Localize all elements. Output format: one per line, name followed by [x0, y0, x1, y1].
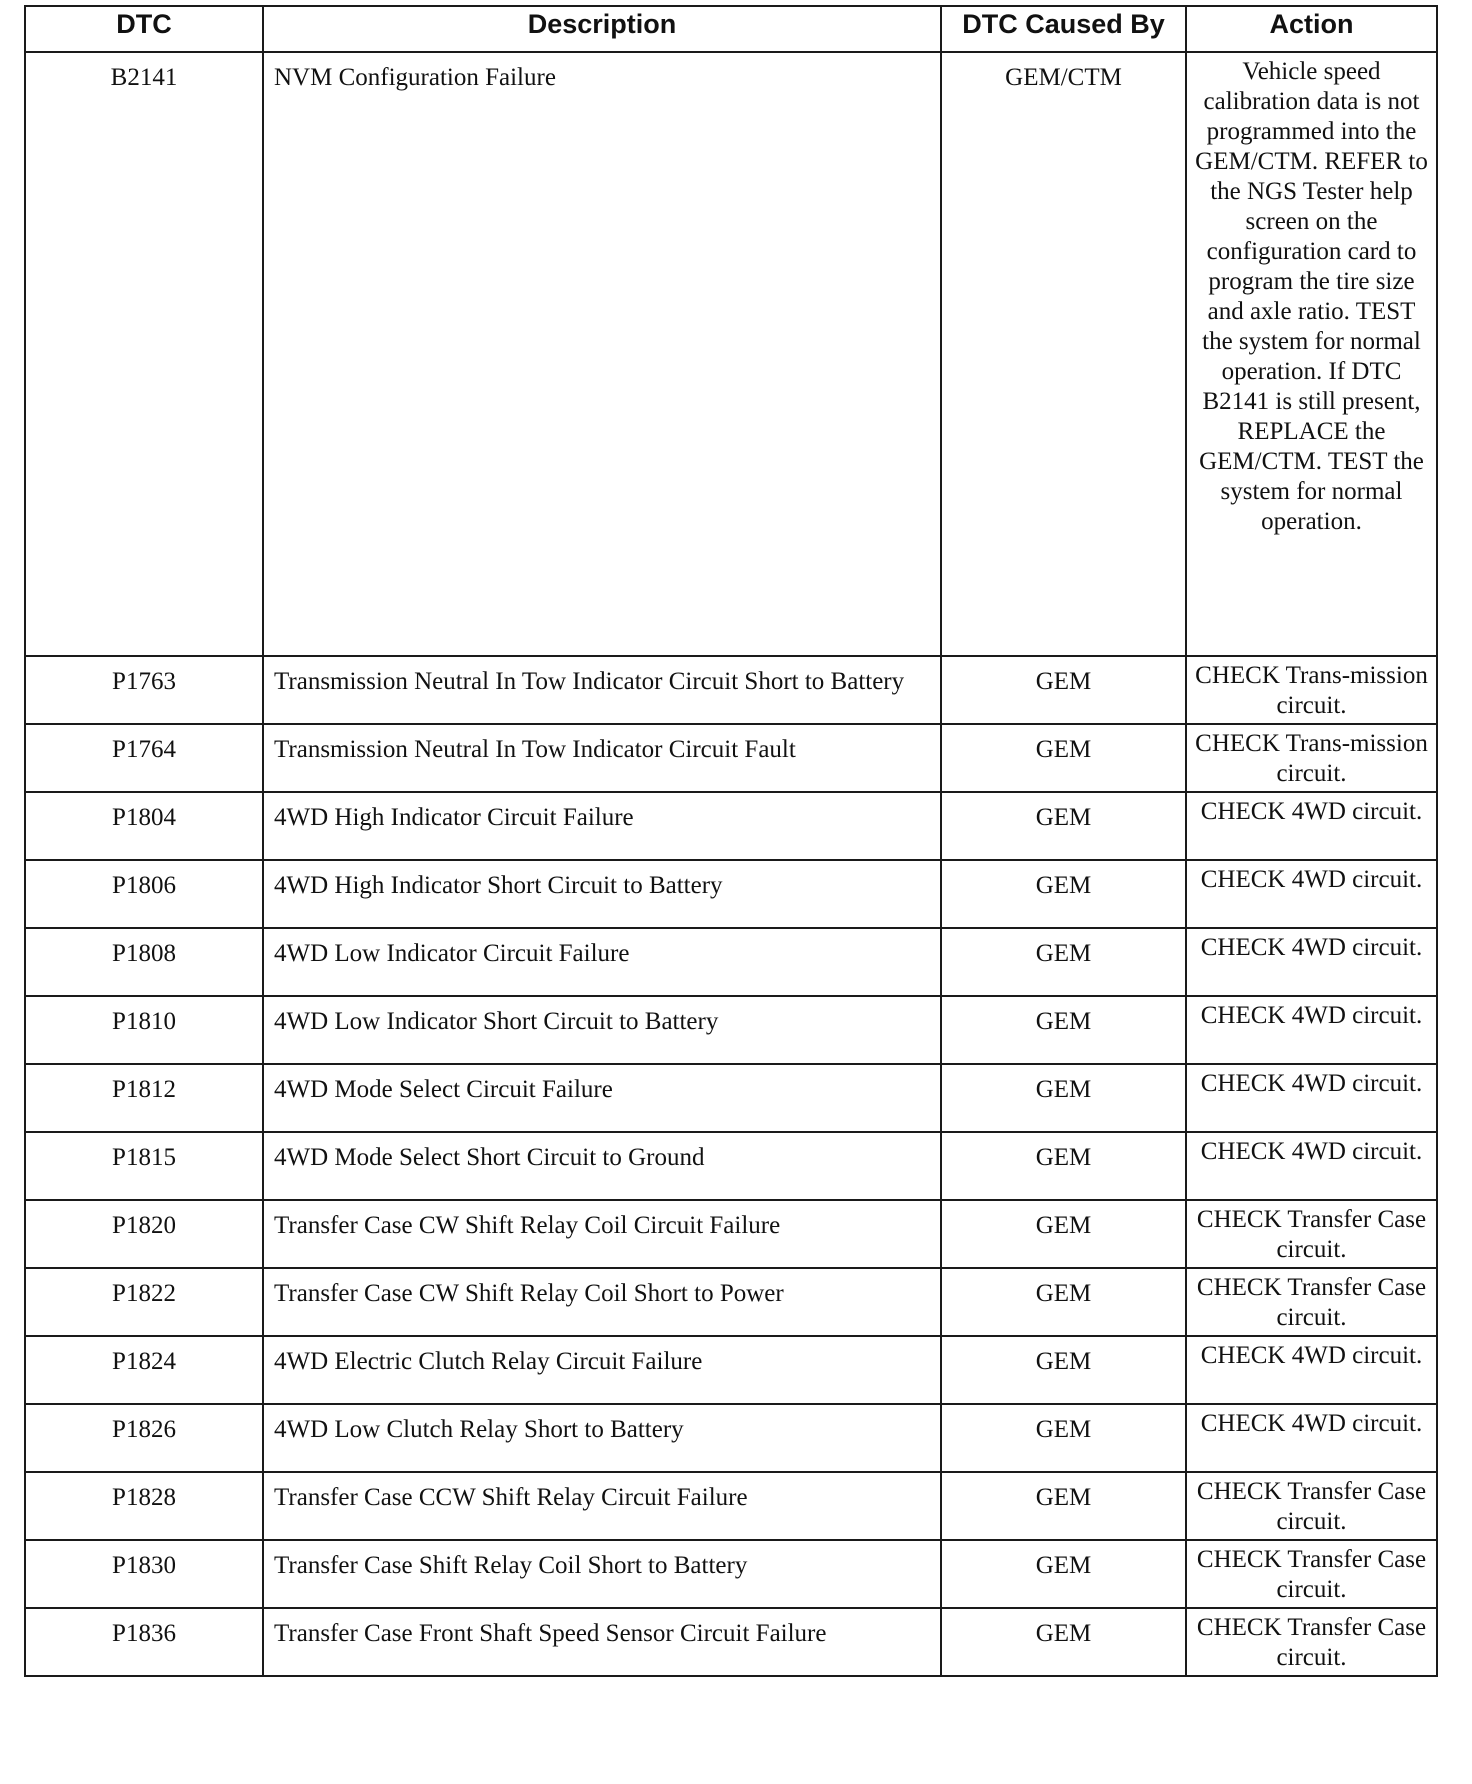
dtc-caused-by: GEM [941, 1404, 1186, 1472]
dtc-action: CHECK Transfer Case circuit. [1186, 1268, 1437, 1336]
dtc-code: P1763 [25, 656, 263, 724]
table-row [25, 1336, 1437, 1404]
header-row [25, 6, 1437, 52]
dtc-code: P1820 [25, 1200, 263, 1268]
dtc-action: CHECK Transfer Case circuit. [1186, 1200, 1437, 1268]
table-row [25, 656, 1437, 724]
dtc-action: CHECK 4WD circuit. [1186, 1132, 1437, 1200]
dtc-code: P1808 [25, 928, 263, 996]
dtc-description: 4WD Low Clutch Relay Short to Battery [263, 1404, 941, 1472]
dtc-caused-by: GEM [941, 1132, 1186, 1200]
table-row [25, 1472, 1437, 1540]
dtc-action: CHECK 4WD circuit. [1186, 860, 1437, 928]
dtc-caused-by: GEM [941, 1608, 1186, 1676]
dtc-code: P1830 [25, 1540, 263, 1608]
dtc-description: Transfer Case CCW Shift Relay Circuit Failure [263, 1472, 941, 1540]
table-row [25, 1540, 1437, 1608]
dtc-code: P1810 [25, 996, 263, 1064]
dtc-caused-by: GEM [941, 656, 1186, 724]
dtc-description: 4WD Low Indicator Circuit Failure [263, 928, 941, 996]
dtc-code: P1806 [25, 860, 263, 928]
header-description: Description [263, 6, 941, 52]
dtc-code: P1822 [25, 1268, 263, 1336]
dtc-action: CHECK 4WD circuit. [1186, 928, 1437, 996]
dtc-caused-by: GEM [941, 792, 1186, 860]
table-row [25, 860, 1437, 928]
table-row [25, 1608, 1437, 1676]
table-row [25, 1268, 1437, 1336]
dtc-description: Transfer Case CW Shift Relay Coil Circuit Failure [263, 1200, 941, 1268]
table-row [25, 1404, 1437, 1472]
header-action: Action [1186, 6, 1437, 52]
dtc-caused-by: GEM [941, 1336, 1186, 1404]
dtc-description: NVM Configuration Failure [263, 52, 941, 656]
dtc-caused-by: GEM [941, 996, 1186, 1064]
table-row [25, 1064, 1437, 1132]
dtc-description: 4WD Electric Clutch Relay Circuit Failure [263, 1336, 941, 1404]
dtc-code: P1824 [25, 1336, 263, 1404]
dtc-description: 4WD High Indicator Circuit Failure [263, 792, 941, 860]
dtc-caused-by: GEM [941, 1472, 1186, 1540]
dtc-action: CHECK Transfer Case circuit. [1186, 1472, 1437, 1540]
dtc-code: B2141 [25, 52, 263, 656]
dtc-action: Vehicle speed calibration data is not programmed into the GEM/CTM. REFER to the NGS Tester help screen on the configuration card to program the tire size and axle ratio. TEST the system for normal operation. If DTC B2141 is still present, REPLACE the GEM/CTM. TEST the system for normal operation. [1186, 52, 1437, 656]
dtc-description: Transmission Neutral In Tow Indicator Circuit Fault [263, 724, 941, 792]
dtc-caused-by: GEM [941, 860, 1186, 928]
dtc-description: Transmission Neutral In Tow Indicator Circuit Short to Battery [263, 656, 941, 724]
dtc-action: CHECK 4WD circuit. [1186, 1336, 1437, 1404]
dtc-action: CHECK Trans-mission circuit. [1186, 656, 1437, 724]
dtc-action: CHECK 4WD circuit. [1186, 1404, 1437, 1472]
dtc-description: Transfer Case Shift Relay Coil Short to Battery [263, 1540, 941, 1608]
dtc-code: P1812 [25, 1064, 263, 1132]
dtc-caused-by: GEM [941, 928, 1186, 996]
dtc-caused-by: GEM [941, 724, 1186, 792]
table-row [25, 1200, 1437, 1268]
dtc-caused-by: GEM/CTM [941, 52, 1186, 656]
table-row [25, 724, 1437, 792]
dtc-table [24, 5, 1438, 1677]
dtc-description: 4WD Low Indicator Short Circuit to Battery [263, 996, 941, 1064]
dtc-code: P1764 [25, 724, 263, 792]
dtc-caused-by: GEM [941, 1064, 1186, 1132]
header-dtc: DTC [25, 6, 263, 52]
table-row [25, 792, 1437, 860]
dtc-code: P1826 [25, 1404, 263, 1472]
table-row [25, 52, 1437, 656]
dtc-code: P1836 [25, 1608, 263, 1676]
dtc-caused-by: GEM [941, 1268, 1186, 1336]
dtc-description: 4WD Mode Select Circuit Failure [263, 1064, 941, 1132]
table-row [25, 928, 1437, 996]
dtc-caused-by: GEM [941, 1540, 1186, 1608]
dtc-description: 4WD Mode Select Short Circuit to Ground [263, 1132, 941, 1200]
dtc-action: CHECK 4WD circuit. [1186, 996, 1437, 1064]
dtc-code: P1804 [25, 792, 263, 860]
dtc-code: P1828 [25, 1472, 263, 1540]
dtc-description: Transfer Case Front Shaft Speed Sensor Circuit Failure [263, 1608, 941, 1676]
dtc-action: CHECK Transfer Case circuit. [1186, 1608, 1437, 1676]
dtc-caused-by: GEM [941, 1200, 1186, 1268]
dtc-action: CHECK 4WD circuit. [1186, 1064, 1437, 1132]
dtc-code: P1815 [25, 1132, 263, 1200]
dtc-description: Transfer Case CW Shift Relay Coil Short to Power [263, 1268, 941, 1336]
table-row [25, 996, 1437, 1064]
table-row [25, 1132, 1437, 1200]
dtc-action: CHECK 4WD circuit. [1186, 792, 1437, 860]
dtc-description: 4WD High Indicator Short Circuit to Battery [263, 860, 941, 928]
dtc-action: CHECK Trans-mission circuit. [1186, 724, 1437, 792]
dtc-action: CHECK Transfer Case circuit. [1186, 1540, 1437, 1608]
header-caused-by: DTC Caused By [941, 6, 1186, 52]
